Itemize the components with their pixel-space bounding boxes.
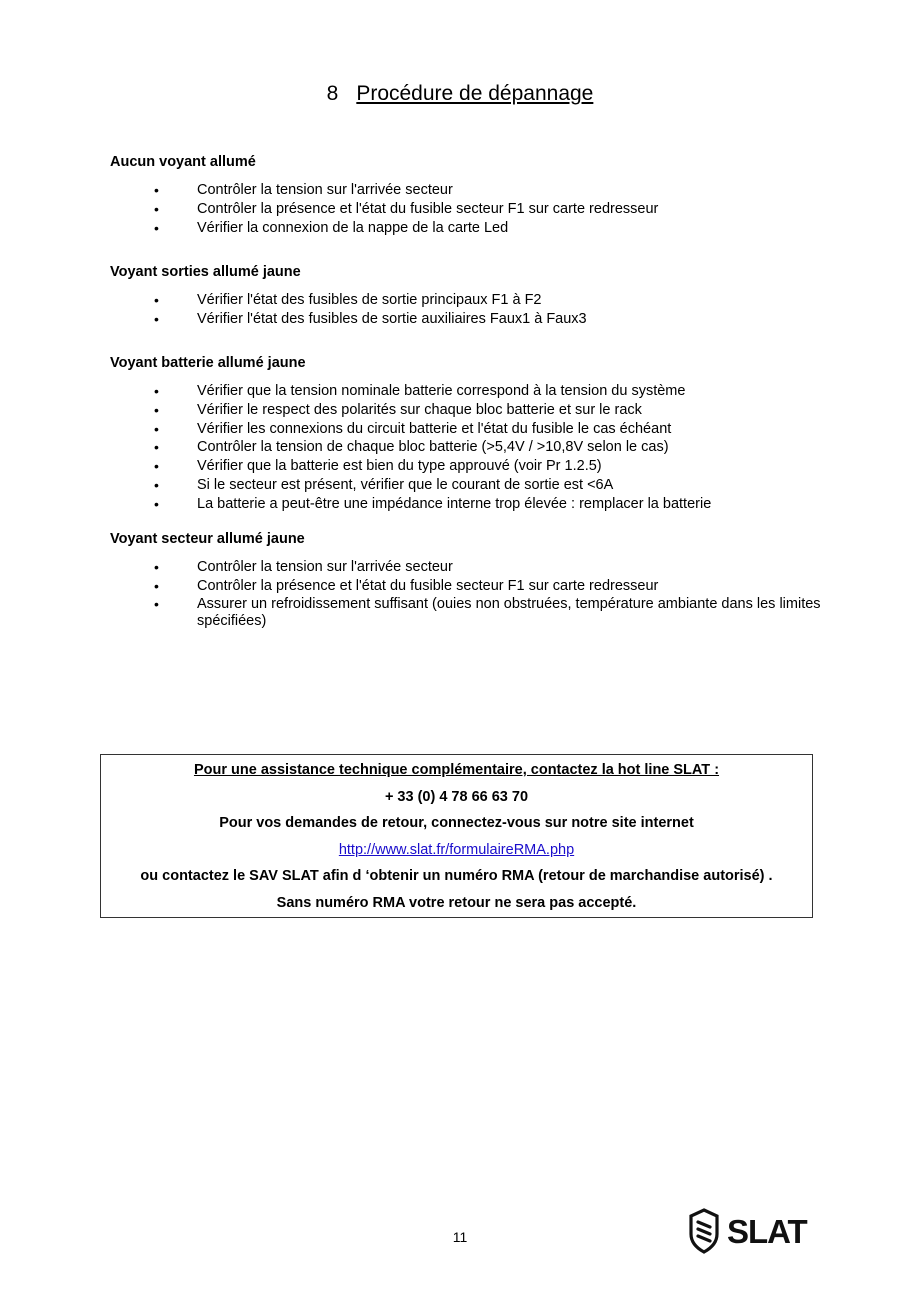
hotline-phone: + 33 (0) 4 78 66 63 70 — [384, 788, 529, 805]
list-item: • Vérifier la connexion de la nappe de la carte Led — [154, 219, 509, 236]
bullet-icon: • — [154, 200, 159, 217]
bullet-icon: • — [154, 420, 159, 437]
list-item: • La batterie a peut-être une impédance interne trop élevée : remplacer la batterie — [154, 495, 712, 512]
section-battery-yellow — [110, 354, 880, 514]
list-item: • Vérifier les connexions du circuit batterie et l'état du fusible le cas échéant — [154, 420, 672, 437]
section-number: 8 — [326, 82, 339, 105]
rma-warning: Sans numéro RMA votre retour ne sera pas accepté. — [276, 894, 637, 911]
page-number: 11 — [452, 1229, 468, 1245]
slat-shield-icon — [688, 1207, 823, 1255]
hotline-label: Pour une assistance technique complémentaire, contactez la hot line SLAT : — [193, 762, 720, 778]
bullet-icon: • — [154, 476, 159, 493]
bullet-icon: • — [154, 559, 159, 575]
list-item: • Vérifier l'état des fusibles de sortie principaux F1 à F2 — [154, 292, 542, 308]
section-heading: Voyant sorties allumé jaune — [110, 264, 301, 280]
bullet-icon: • — [154, 439, 159, 456]
section-outputs-yellow — [110, 263, 880, 329]
section-no-led — [110, 153, 880, 237]
list-item: • Contrôler la présence et l'état du fusible secteur F1 sur carte redresseur — [154, 577, 659, 594]
bullet-icon: • — [154, 182, 159, 198]
list-item: • Vérifier que la batterie est bien du type approuvé (voir Pr 1.2.5) — [154, 458, 602, 475]
bullet-icon: • — [154, 383, 159, 399]
bullet-icon: • — [154, 595, 159, 612]
bullet-icon: • — [154, 310, 159, 327]
list-item: • Si le secteur est présent, vérifier que le courant de sortie est <6A — [154, 476, 614, 493]
bullet-list — [110, 181, 880, 237]
section-mains-yellow — [110, 530, 880, 631]
list-item: • Contrôler la tension sur l'arrivée secteur — [154, 559, 453, 575]
list-item: • Contrôler la tension sur l'arrivée secteur — [154, 182, 453, 198]
section-title: Procédure de dépannage — [356, 82, 594, 105]
bullet-list — [110, 382, 880, 514]
bullet-list — [110, 558, 880, 631]
list-item: • Vérifier que la tension nominale batterie correspond à la tension du système — [154, 383, 686, 399]
bullet-icon: • — [154, 219, 159, 236]
section-heading: Aucun voyant allumé — [110, 154, 256, 170]
logo-text: SLAT — [727, 1213, 807, 1250]
returns-label: Pour vos demandes de retour, connectez-vous sur notre site internet — [219, 815, 694, 831]
list-item: • Contrôler la présence et l'état du fusible secteur F1 sur carte redresseur — [154, 200, 659, 217]
contact-box — [100, 754, 813, 918]
rma-form-link[interactable]: http://www.slat.fr/formulaireRMA.php — [338, 841, 575, 858]
list-item: • Vérifier l'état des fusibles de sortie auxiliaires Faux1 à Faux3 — [154, 310, 587, 327]
bullet-icon: • — [154, 401, 159, 418]
bullet-icon: • — [154, 458, 159, 475]
bullet-icon: • — [154, 577, 159, 594]
bullet-list — [110, 291, 880, 329]
bullet-icon: • — [154, 495, 159, 512]
list-item: • Assurer un refroidissement suffisant (ouies non obstruées, température ambiante dans les limites spécifiées) — [154, 595, 821, 630]
rma-instructions: ou contactez le SAV SLAT afin d ‘obtenir un numéro RMA (retour de marchandise autorisé) . — [140, 868, 773, 884]
list-item: • Vérifier le respect des polarités sur chaque bloc batterie et sur le rack — [154, 401, 642, 418]
slat-logo — [688, 1207, 823, 1255]
section-heading: Voyant secteur allumé jaune — [110, 531, 305, 547]
list-item: • Contrôler la tension de chaque bloc batterie (>5,4V / >10,8V selon le cas) — [154, 439, 669, 456]
page-title — [0, 82, 920, 106]
bullet-icon: • — [154, 292, 159, 308]
section-heading: Voyant batterie allumé jaune — [110, 355, 306, 371]
